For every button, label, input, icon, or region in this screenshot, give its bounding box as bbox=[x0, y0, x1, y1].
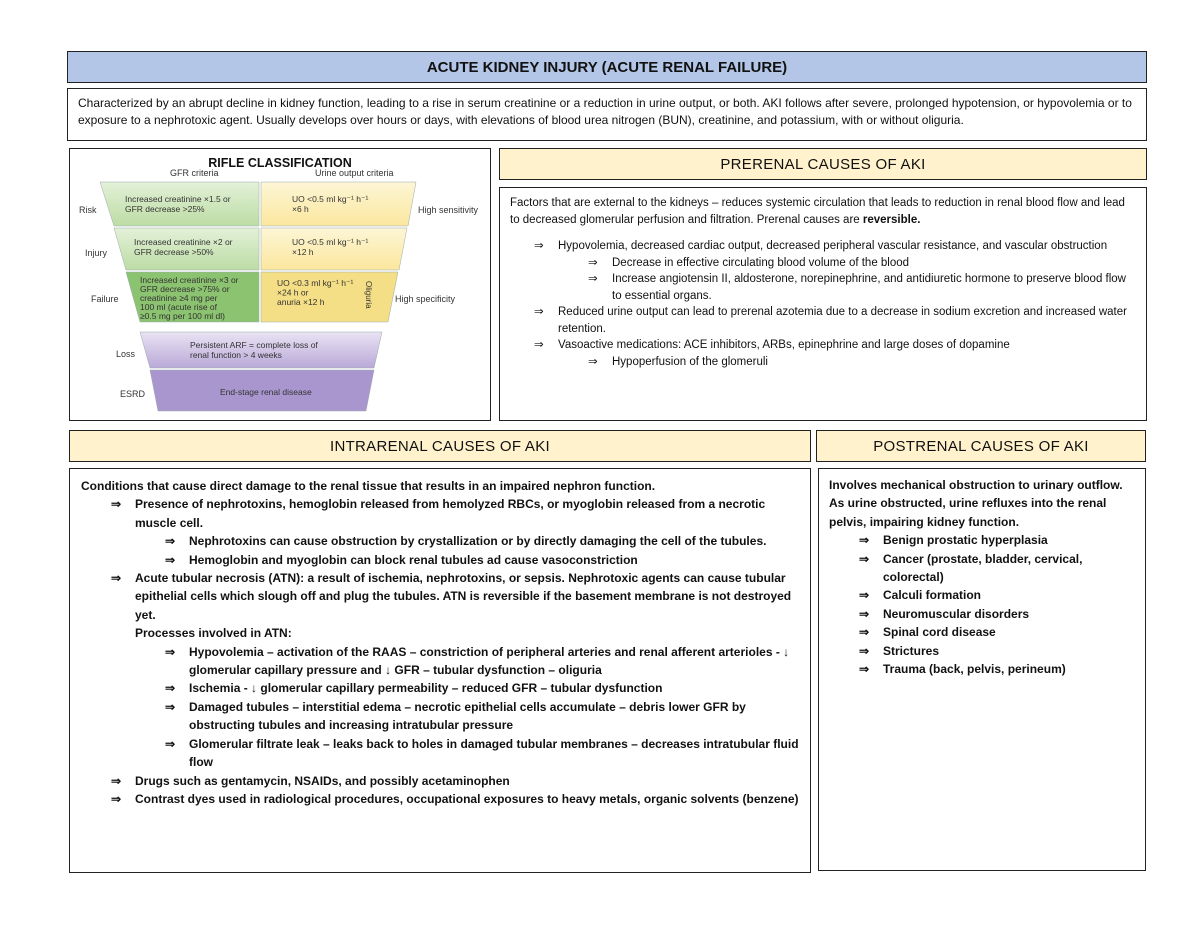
postrenal-header: POSTRENAL CAUSES OF AKI bbox=[816, 430, 1146, 462]
rifle-risk-uo-band bbox=[261, 182, 416, 226]
gfr-risk-text: Increased creatinine ×1.5 or GFR decrease >25% bbox=[125, 194, 231, 214]
list-item: ⇒ Spinal cord disease bbox=[883, 623, 1135, 641]
oliguria-label: Oliguria bbox=[364, 281, 373, 309]
rifle-label-risk: Risk bbox=[79, 205, 97, 215]
gfr-criteria-header: GFR criteria bbox=[170, 168, 219, 178]
list-item: ⇒ Contrast dyes used in radiological procedures, occupational exposures to heavy metals, organic solvents (benzene) bbox=[135, 790, 799, 808]
list-item-subheading: Processes involved in ATN: bbox=[135, 626, 292, 641]
esrd-text: End-stage renal disease bbox=[220, 387, 312, 397]
intrarenal-list bbox=[135, 495, 799, 808]
sub-list-item: ⇒ Hemoglobin and myoglobin can block renal tubules ad cause vasoconstriction bbox=[189, 551, 799, 569]
loss-text: Persistent ARF = complete loss of renal function > 4 weeks bbox=[190, 340, 318, 360]
list-item: ⇒ Cancer (prostate, bladder, cervical, colorectal) bbox=[883, 550, 1135, 587]
list-item: ⇒ Drugs such as gentamycin, NSAIDs, and possibly acetaminophen bbox=[135, 772, 799, 790]
sub-list-item: ⇒ Ischemia - ↓ glomerular capillary permeability – reduced GFR – tubular dysfunction bbox=[189, 679, 799, 697]
intro-text: Characterized by an abrupt decline in kidney function, leading to a rise in serum creatinine or a reduction in urine output, or both. AKI follows after severe, prolonged hypotension, or hypovolemia or to exposure to a nephrotoxic agent. Usually develops over hours or days, with elevations of blood urea nitrogen (BUN), creatinine, and potassium, with or without oliguria. bbox=[67, 88, 1147, 141]
gfr-failure-text: Increased creatinine ×3 or GFR decrease >75% or creatinine ≥4 mg per 100 ml (acute rise of ≥0.5 mg per 100 ml dl) bbox=[140, 275, 239, 321]
rifle-label-esrd: ESRD bbox=[120, 389, 146, 399]
list-item: ⇒ Hypovolemia, decreased cardiac output, decreased peripheral vascular resistance, and vascular obstruction ⇒ Decrease in effective circulating blood volume of the blood ⇒ Increase angiotensin II, aldosterone, norepinephrine, and antidiuretic hormone to preserve blood flow to essential organs. bbox=[558, 238, 1136, 304]
rifle-title: RIFLE CLASSIFICATION bbox=[208, 156, 352, 170]
sub-list-item: ⇒ Increase angiotensin II, aldosterone, norepinephrine, and antidiuretic hormone to preserve blood flow to essential organs. bbox=[612, 271, 1136, 304]
prerenal-panel bbox=[499, 187, 1147, 421]
uo-risk-text: UO <0.5 ml kg⁻¹ h⁻¹ ×6 h bbox=[292, 194, 369, 214]
sub-list bbox=[189, 643, 799, 772]
sub-list bbox=[612, 255, 1136, 305]
list-item: ⇒ Benign prostatic hyperplasia bbox=[883, 531, 1135, 549]
prerenal-header: PRERENAL CAUSES OF AKI bbox=[499, 148, 1147, 180]
list-item: ⇒ Neuromuscular disorders bbox=[883, 605, 1135, 623]
postrenal-list bbox=[883, 531, 1135, 678]
rifle-label-high-specificity: High specificity bbox=[395, 294, 456, 304]
prerenal-intro: Factors that are external to the kidneys – reduces systemic circulation that leads to reduction in renal blood flow and lead to decreased glomerular perfusion and filtration. Prerenal causes are reversible. bbox=[510, 197, 1125, 226]
sub-list-item: ⇒ Hypovolemia – activation of the RAAS – constriction of peripheral arteries and renal afferent arterioles - ↓ glomerular capillary pressure and ↓ GFR – tubular dysfunction – oliguria bbox=[189, 643, 799, 680]
intrarenal-header: INTRARENAL CAUSES OF AKI bbox=[69, 430, 811, 462]
list-item: ⇒ Calculi formation bbox=[883, 586, 1135, 604]
rifle-label-high-sensitivity: High sensitivity bbox=[418, 205, 479, 215]
intrarenal-panel bbox=[69, 468, 811, 873]
rifle-classification-figure bbox=[69, 148, 491, 421]
postrenal-panel bbox=[818, 468, 1146, 871]
rifle-injury-uo-band bbox=[261, 228, 407, 270]
sub-list bbox=[189, 532, 799, 569]
sub-list-item: ⇒ Decrease in effective circulating blood volume of the blood bbox=[612, 255, 1136, 272]
list-item: ⇒ Acute tubular necrosis (ATN): a result of ischemia, nephrotoxins, or sepsis. Nephrotoxic agents can cause tubular epithelial cells which slough off and plug the tubules. ATN is reversible if the basement membrane is not destroyed yet. Processes involved in ATN: ⇒ Hypovolemia – activation of the RAAS – constriction of peripheral arteries and renal afferent arterioles - ↓ glomerular capillary pressure and ↓ GFR – tubular dysfunction – oliguria ⇒ Ischemia - ↓ glomerular capillary permeability – reduced GFR – tubular dysfunction ⇒ Damaged tubules – interstitial edema – necrotic epithelial cells accumulate – debris lower GFR by obstructing tubules and increasing intratubular pressure ⇒ Glomerular filtrate leak – leaks back to holes in damaged tubular membranes – decreases intratubular fluid flow bbox=[135, 569, 799, 771]
prerenal-list bbox=[558, 238, 1136, 370]
uo-criteria-header: Urine output criteria bbox=[315, 168, 394, 178]
rifle-label-loss: Loss bbox=[116, 349, 136, 359]
sub-list-item: ⇒ Glomerular filtrate leak – leaks back to holes in damaged tubular membranes – decreases intratubular fluid flow bbox=[189, 735, 799, 772]
list-item: ⇒ Vasoactive medications: ACE inhibitors, ARBs, epinephrine and large doses of dopamine ⇒ Hypoperfusion of the glomeruli bbox=[558, 337, 1136, 370]
list-item: ⇒ Reduced urine output can lead to prerenal azotemia due to a decrease in sodium excretion and increased water retention. bbox=[558, 304, 1136, 337]
page-title: ACUTE KIDNEY INJURY (ACUTE RENAL FAILURE) bbox=[67, 51, 1147, 83]
intrarenal-intro: Conditions that cause direct damage to the renal tissue that results in an impaired nephron function. bbox=[81, 479, 656, 493]
sub-list bbox=[612, 354, 1136, 371]
list-item: ⇒ Trauma (back, pelvis, perineum) bbox=[883, 660, 1135, 678]
postrenal-intro: Involves mechanical obstruction to urinary outflow. As urine obstructed, urine refluxes into the renal pelvis, impairing kidney function. bbox=[829, 478, 1123, 529]
rifle-label-failure: Failure bbox=[91, 294, 119, 304]
rifle-label-injury: Injury bbox=[85, 248, 108, 258]
uo-failure-text: UO <0.3 ml kg⁻¹ h⁻¹ ×24 h or anuria ×12 h bbox=[277, 278, 354, 307]
sub-list-item: ⇒ Nephrotoxins can cause obstruction by crystallization or by directly damaging the cell of the tubules. bbox=[189, 532, 799, 550]
sub-list-item: ⇒ Hypoperfusion of the glomeruli bbox=[612, 354, 1136, 371]
list-item: ⇒ Strictures bbox=[883, 642, 1135, 660]
sub-list-item: ⇒ Damaged tubules – interstitial edema – necrotic epithelial cells accumulate – debris lower GFR by obstructing tubules and increasing intratubular pressure bbox=[189, 698, 799, 735]
gfr-injury-text: Increased creatinine ×2 or GFR decrease >50% bbox=[134, 237, 233, 257]
rifle-diagram bbox=[70, 149, 490, 420]
list-item: ⇒ Presence of nephrotoxins, hemoglobin released from hemolyzed RBCs, or myoglobin released from a necrotic muscle cell. ⇒ Nephrotoxins can cause obstruction by crystallization or by directly damaging the cell of the tubules. ⇒ Hemoglobin and myoglobin can block renal tubules ad cause vasoconstriction bbox=[135, 495, 799, 569]
uo-injury-text: UO <0.5 ml kg⁻¹ h⁻¹ ×12 h bbox=[292, 237, 369, 257]
